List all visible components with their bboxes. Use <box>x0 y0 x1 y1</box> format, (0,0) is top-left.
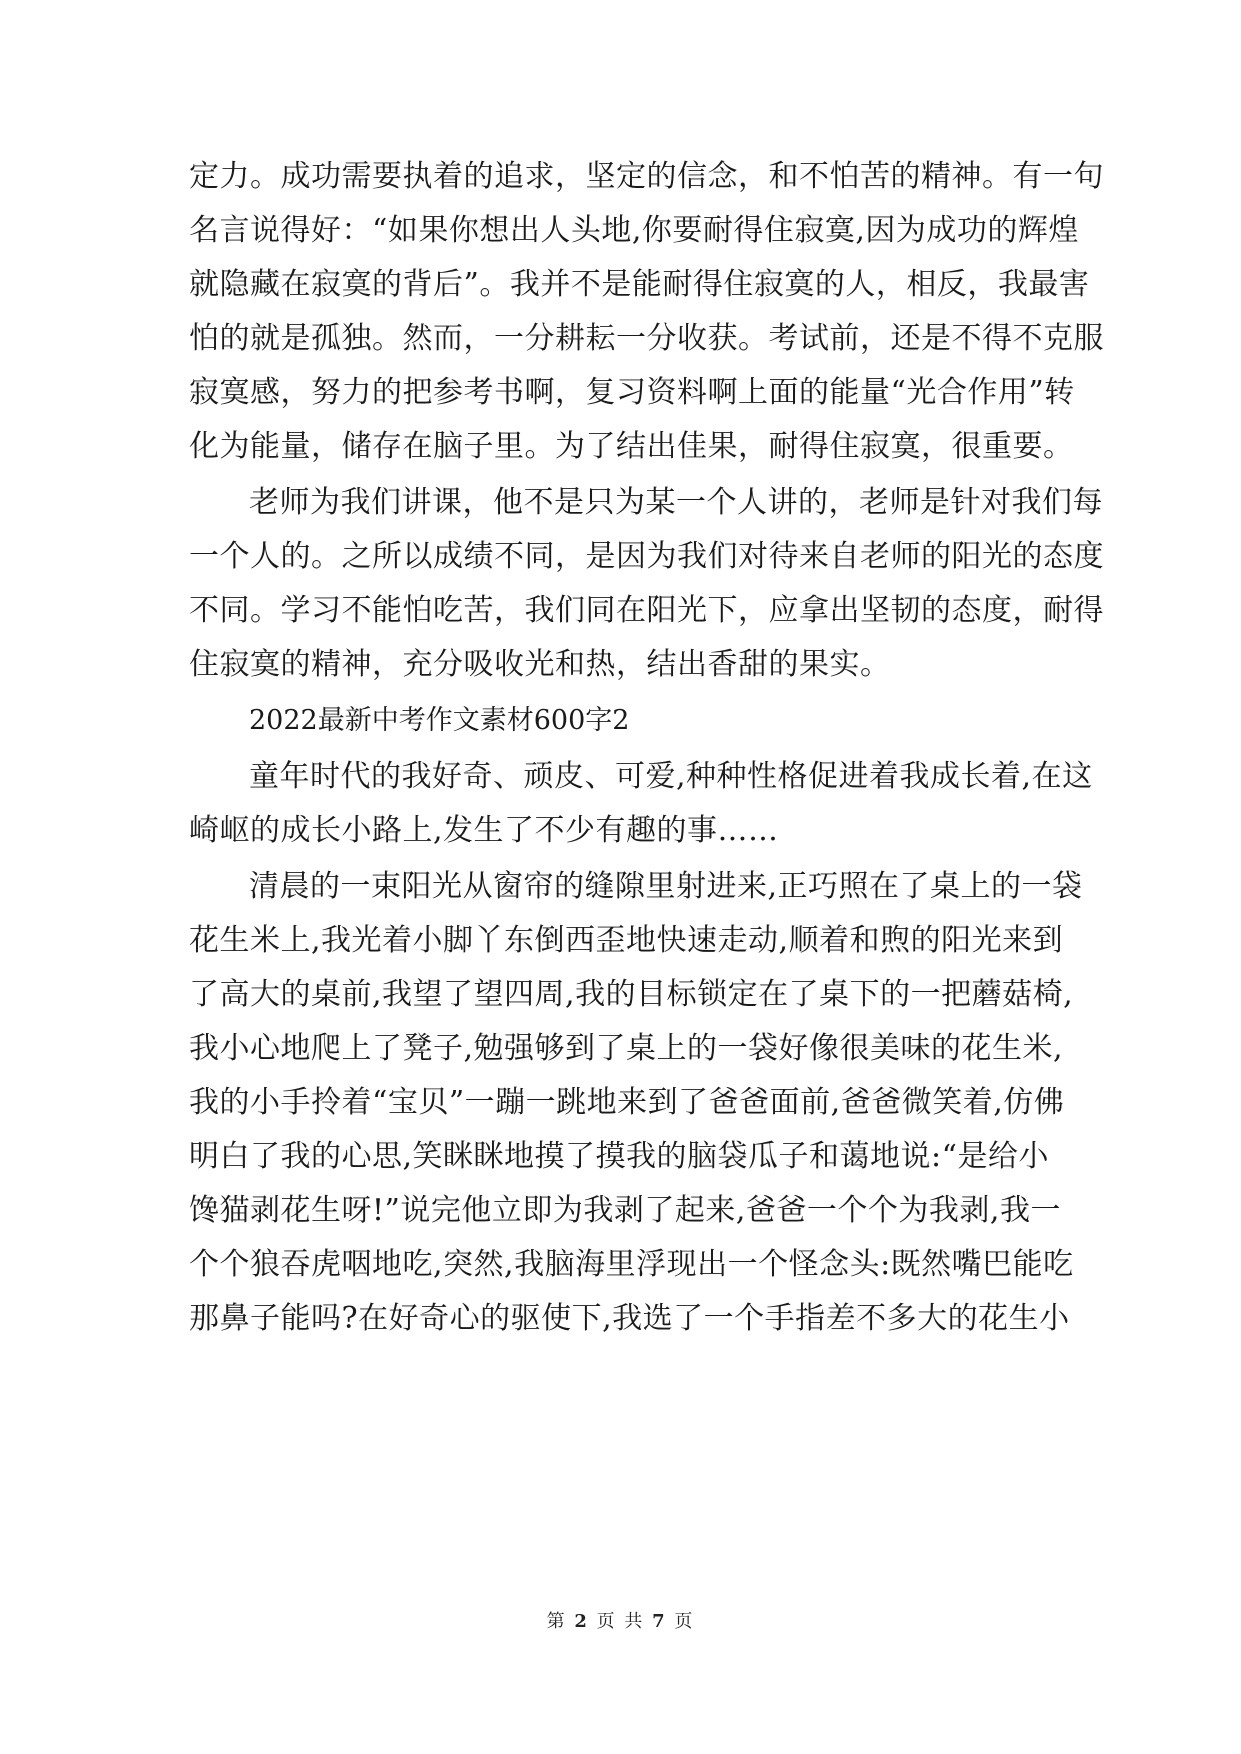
body-line: 名言说得好：“如果你想出人头地,你要耐得住寂寞,因为成功的辉煌 <box>189 213 1079 248</box>
paragraph-first-line: 老师为我们讲课，他不是只为某一个人讲的，老师是针对我们每 <box>249 485 1103 520</box>
body-line: 个个狼吞虎咽地吃,突然,我脑海里浮现出一个怪念头:既然嘴巴能吃 <box>189 1247 1074 1282</box>
body-line: 花生米上,我光着小脚丫东倒西歪地快速走动,顺着和煦的阳光来到 <box>189 923 1064 958</box>
footer-suffix: 页 <box>674 1611 695 1632</box>
body-line: 一个人的。之所以成绩不同，是因为我们对待来自老师的阳光的态度 <box>189 539 1104 574</box>
footer-middle: 页 共 <box>596 1611 645 1632</box>
body-line: 那鼻子能吗?在好奇心的驱使下,我选了一个手指差不多大的花生小 <box>189 1301 1070 1336</box>
page-footer <box>0 1610 1241 1634</box>
section-heading: 2022最新中考作文素材600字2 <box>249 705 630 736</box>
body-line: 馋猫剥花生呀!”说完他立即为我剥了起来,爸爸一个个为我剥,我一 <box>189 1193 1061 1228</box>
body-line: 我小心地爬上了凳子,勉强够到了桌上的一袋好像很美味的花生米, <box>189 1031 1064 1066</box>
body-line: 怕的就是孤独。然而，一分耕耘一分收获。考试前，还是不得不克服 <box>189 321 1104 356</box>
body-line: 我的小手拎着“宝贝”一蹦一跳地来到了爸爸面前,爸爸微笑着,仿佛 <box>189 1085 1065 1120</box>
paragraph-first-line: 童年时代的我好奇、顽皮、可爱,种种性格促进着我成长着,在这 <box>249 759 1093 794</box>
body-line: 定力。成功需要执着的追求，坚定的信念，和不怕苦的精神。有一句 <box>189 159 1104 194</box>
total-page-number: 7 <box>652 1611 667 1632</box>
body-line: 不同。学习不能怕吃苦，我们同在阳光下，应拿出坚韧的态度，耐得 <box>189 593 1104 628</box>
body-line: 就隐藏在寂寞的背后”。我并不是能耐得住寂寞的人，相反，我最害 <box>189 267 1090 302</box>
current-page-number: 2 <box>574 1611 589 1632</box>
body-line: 崎岖的成长小路上,发生了不少有趣的事…… <box>189 813 779 848</box>
body-line: 寂寞感，努力的把参考书啊，复习资料啊上面的能量“光合作用”转 <box>189 375 1075 410</box>
footer-prefix: 第 <box>546 1611 567 1632</box>
body-line: 明白了我的心思,笑眯眯地摸了摸我的脑袋瓜子和蔼地说:“是给小 <box>189 1139 1049 1174</box>
body-line: 化为能量，储存在脑子里。为了结出佳果，耐得住寂寞，很重要。 <box>189 429 1074 464</box>
paragraph-first-line: 清晨的一束阳光从窗帘的缝隙里射进来,正巧照在了桌上的一袋 <box>249 869 1083 904</box>
body-line: 住寂寞的精神，充分吸收光和热，结出香甜的果实。 <box>189 647 891 682</box>
body-line: 了高大的桌前,我望了望四周,我的目标锁定在了桌下的一把蘑菇椅, <box>189 977 1074 1012</box>
